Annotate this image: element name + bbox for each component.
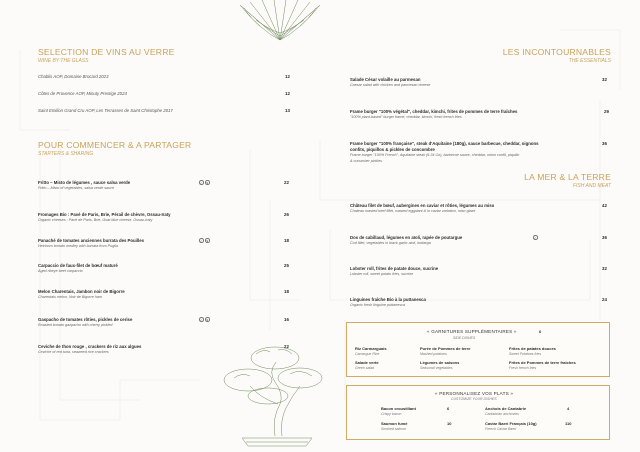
starter-item-name: Gaspacho de tomates rôties, pickles de cerise [38, 317, 133, 322]
side-item-desc: Mashed potatoes [420, 352, 447, 356]
essential-item-name: Frame burger "100% française", steak d'Aquitaine (180g), sauce barbecue, cheddar, oignons [350, 141, 539, 146]
vegetarian-icon: ✓ [200, 239, 203, 243]
custom-item-desc: French Caviar Baeri [485, 427, 517, 431]
wine-price: 13 [285, 108, 290, 113]
wine-price: 12 [285, 74, 290, 79]
custom-item-price: 110 [565, 421, 572, 426]
essential-item-name: Frame burger "100% végétal", cheddar, kimchi, frites de pommes de terre fraîches [350, 109, 518, 114]
side-dishes-subtitle: SIDE DISHES [453, 336, 476, 340]
custom-item-desc: Cantabrian anchovies [485, 412, 519, 416]
custom-item-price: 6 [447, 406, 450, 411]
side-dishes-box [346, 322, 610, 377]
custom-item-price: 4 [567, 406, 570, 411]
vegetarian-icon: ✓ [200, 318, 203, 322]
essential-price: 29 [604, 109, 609, 114]
main-price: 36 [602, 235, 607, 240]
starter-item-desc: Heirloom tomato medley with burrata from Puglia [38, 244, 118, 248]
side-item-desc: Green salad [355, 366, 375, 370]
custom-item-name: Saumon fumé [381, 421, 408, 426]
main-price: 42 [602, 203, 607, 208]
sea-land-section-subtitle: FISH AND MEAT [572, 183, 611, 189]
side-item-name: Légumes de saisons [420, 360, 460, 365]
bonsai-illustration [220, 338, 330, 452]
main-item-desc: Organic fresh linguine puttanesca [350, 303, 405, 307]
starter-price: 26 [284, 212, 289, 217]
side-item-name: Riz Carmarguais [355, 346, 387, 351]
side-dishes-price: 6 [539, 329, 542, 334]
vegan-icon: $ [206, 318, 209, 322]
side-dishes-title: « GARNITURES SUPPLÉMENTAIRES » [427, 329, 517, 334]
main-item-name: Château filet de bœuf, aubergines en caviar et rôties, légumes au miso [350, 203, 495, 208]
essential-item-desc: "100% plant-based" burger frame, cheddar, kimchi, fresh french fries [350, 115, 462, 119]
custom-item-desc: Smoked salmon [381, 427, 407, 431]
main-item-name: Lobster roll, frites de patate douce, sucrine [350, 266, 439, 271]
vegetarian-icon: ✓ [200, 181, 203, 185]
essentials-section-title: LES INCONTOURNABLES [502, 47, 611, 57]
wine-section-subtitle: WINE BY THE GLASS [38, 58, 89, 64]
starter-price: 16 [284, 317, 289, 322]
wine-item: Côtes de Provence AOP, Minuty Prestige 2024 [38, 91, 127, 96]
starter-item-name: Fromages Bio : Pavé de Paris, Brie, Pérail de chèvre, Ossau-Iraty [38, 212, 171, 217]
side-item-desc: Sweet Potatoes fries [509, 352, 542, 356]
fan-leaf-illustration [230, 0, 330, 42]
starter-item-desc: Aged ribeye beef carpaccio [38, 269, 83, 273]
side-item-desc: Seasonal vegetables [420, 366, 453, 370]
starter-price: 25 [284, 263, 289, 268]
starter-item-desc: Charentais melon, Noir de Bigorre ham [38, 295, 102, 299]
starter-price: 18 [284, 289, 289, 294]
essential-price: 36 [602, 141, 607, 146]
starter-item-desc: Fritto – Misto of vegetables, salsa verde sauce [38, 186, 115, 190]
customize-box [346, 385, 610, 440]
main-price: 24 [602, 297, 607, 302]
wine-section-title: SELECTION DE VINS AU VERRE [38, 47, 175, 57]
wine-item: Saint Emilion Grand Cru AOP, Les Terrasses de Saint Christophe 2017 [38, 108, 173, 113]
starter-price: 22 [284, 344, 289, 349]
customize-title: « PERSONNALISEZ VOS PLATS » [435, 391, 514, 396]
starter-item-desc: Roasted tomato gazpacho with cherry pickled [38, 323, 113, 327]
starter-item-name: Panaché de tomates anciennes burrata des Pouilles [38, 238, 145, 243]
essential-item-desc-cont: & cucumber pickles [350, 159, 382, 163]
main-item-desc: Lobster roll, sweet potato fries, sucrine [350, 272, 414, 276]
starter-item-name: Carpaccio de faux-filet de bœuf maturé [38, 263, 118, 268]
custom-item-name: Caviar Baeri Français (10g) [485, 421, 537, 426]
side-item-name: Frites de patates douces [509, 346, 556, 351]
wine-price: 12 [285, 91, 290, 96]
starter-item-name: Ceviche de thon rouge , crackers de riz aux algues [38, 344, 142, 349]
main-item-name: Linguines fraîche Bio à la puttanesca [350, 297, 426, 302]
essential-item-name-cont: confits, piquillos & pickles de concombre [350, 147, 435, 152]
sea-land-section-title: LA MER & LA TERRE [524, 172, 611, 182]
essential-price: 32 [602, 77, 607, 82]
starters-section-title: POUR COMMENCER & A PARTAGER [38, 140, 192, 150]
customize-subtitle: CUSTOMIZE YOUR DISHES [451, 397, 497, 401]
main-price: 32 [602, 266, 607, 271]
main-item-desc: Cod fillet, vegetables in black garlic aioli, bottarga [350, 241, 431, 245]
custom-item-name: Anchois de Cantabrie [485, 406, 527, 411]
side-item-name: Purée de Pommes de terre [420, 346, 471, 351]
starter-item-desc: Organic cheeses : Pavé de Paris, Brie, Goat blue cheese, Ossau-Iraty [38, 218, 153, 222]
essential-item-name: Salade César volaille au parmesan [350, 77, 421, 82]
starter-item-desc: Ceviche of red tuna, seaweed rice crackers [38, 350, 109, 354]
main-item-name: Dos de cabillaud, légumes en aïoli, rapée de poutargue [350, 235, 463, 240]
starters-section-subtitle: STARTERS & SHARING [38, 151, 94, 157]
essential-item-desc: Caesar salad with chicken and parmesan cheese [350, 83, 431, 87]
essentials-section-subtitle: THE ESSENTIALS [568, 58, 611, 64]
wine-item: Chablis AOP, Domaine Brocard 2023 [38, 74, 109, 79]
side-item-name: Salade verte [355, 360, 379, 365]
starter-item-name: Melon Charentais, Jambon noir de Bigorre [38, 289, 125, 294]
side-item-name: Frites de Pommes de terre fraîches [509, 360, 576, 365]
custom-item-price: 10 [447, 421, 452, 426]
starter-item-name: Fritto – Misto de légumes , sauce salsa verde [38, 180, 131, 185]
starter-price: 18 [284, 238, 289, 243]
custom-item-name: Bacon croustillant [381, 406, 416, 411]
main-item-desc: Chateau roasted beef fillet, roasted eggplant & in caviar variation, miso glaze [350, 209, 476, 213]
essential-item-desc: Frame burger "100% French", Aquitaine steak (6.34 Oz), barbecue sauce, cheddar, onion confit, piquillo [350, 153, 520, 157]
vegetarian-icon: ✓ [534, 236, 537, 240]
side-item-desc: Camargue Rice [355, 352, 380, 356]
vegan-icon: $ [206, 181, 209, 185]
side-item-desc: Fresh french fries [509, 366, 537, 370]
custom-item-desc: Crispy bacon [381, 412, 402, 416]
starter-price: 22 [284, 180, 289, 185]
vegan-icon: $ [206, 239, 209, 243]
